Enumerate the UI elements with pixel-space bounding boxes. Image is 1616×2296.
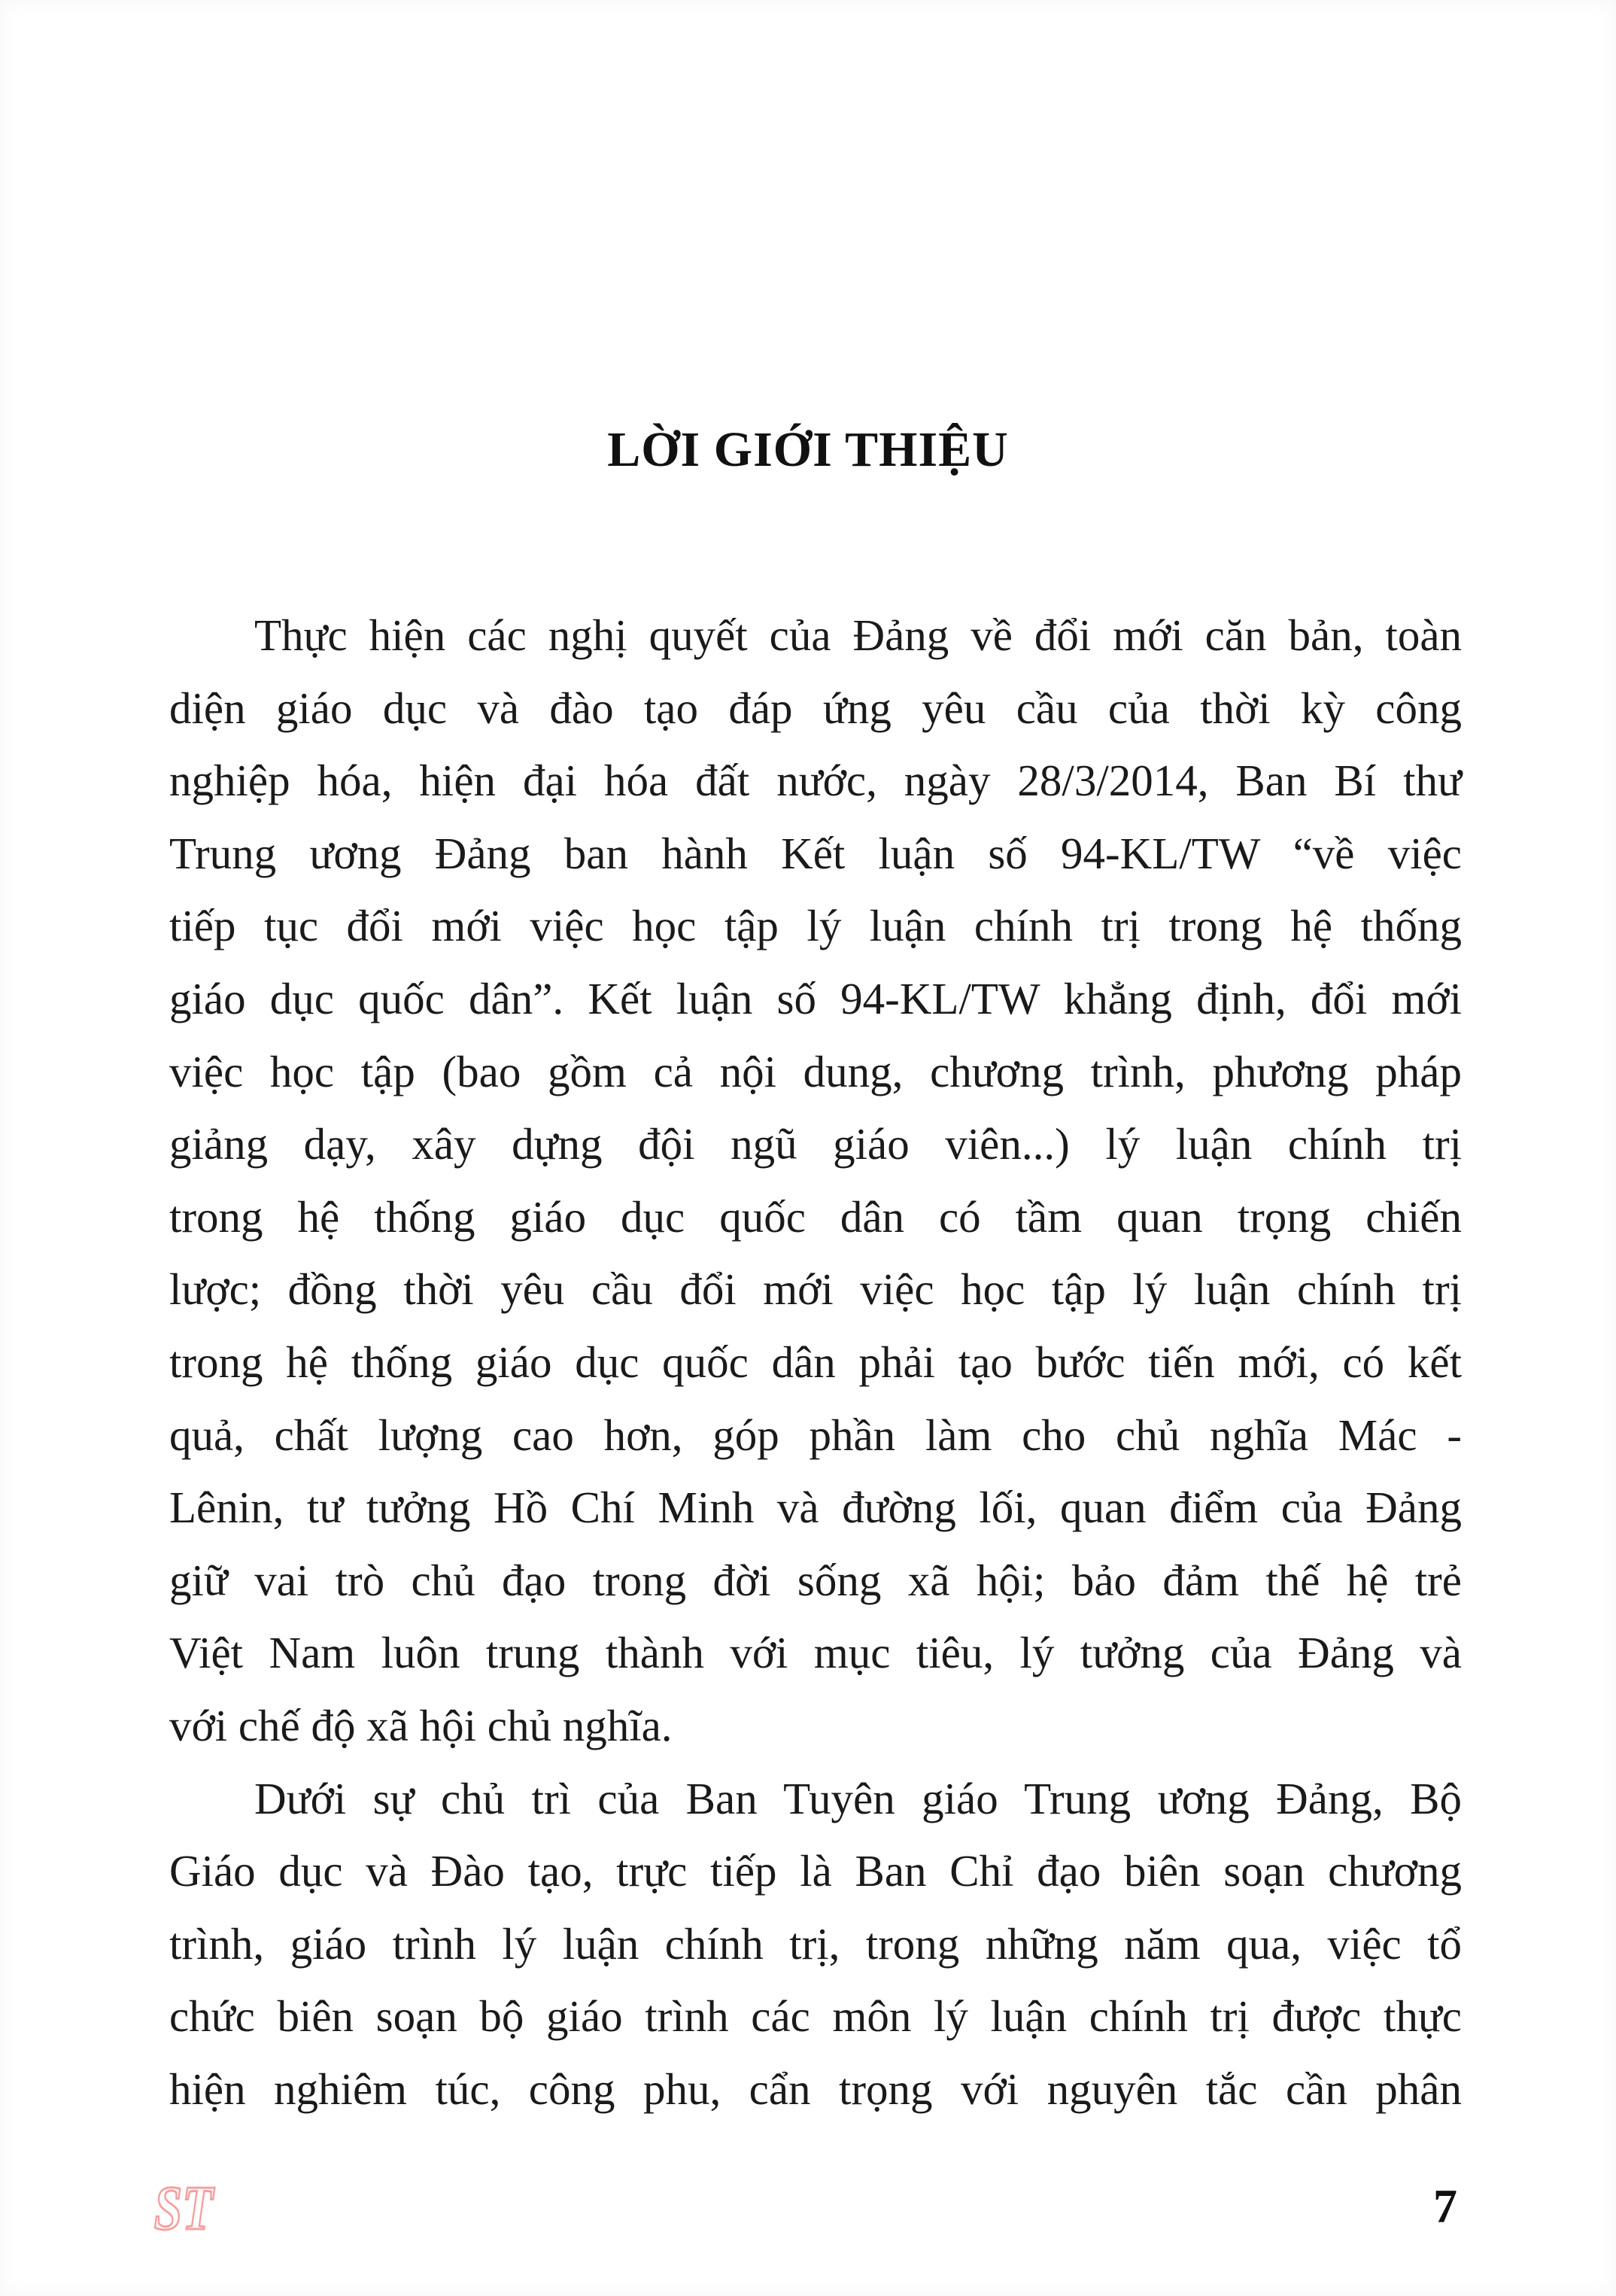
page-title: LỜI GIỚI THIỆU	[607, 422, 1009, 477]
paragraph-1	[169, 599, 1462, 1762]
svg-text:ST: ST	[153, 2173, 214, 2243]
text-line: nghiệp hóa, hiện đại hóa đất nước, ngày 28/3/2014, Ban Bí thư	[169, 756, 1462, 806]
page-number: 7	[1433, 2179, 1457, 2233]
text-line: Giáo dục và Đào tạo, trực tiếp là Ban Chỉ đạo biên soạn chương	[169, 1846, 1462, 1896]
text-line: Lênin, tư tưởng Hồ Chí Minh và đường lối, quan điểm của Đảng	[169, 1483, 1462, 1533]
text-line: Dưới sự chủ trì của Ban Tuyên giáo Trung ương Đảng, Bộ	[254, 1773, 1462, 1823]
text-line: lược; đồng thời yêu cầu đổi mới việc học tập lý luận chính trị	[169, 1264, 1462, 1315]
text-line: Thực hiện các nghị quyết của Đảng về đổi mới căn bản, toàn	[254, 610, 1462, 660]
text-line: quả, chất lượng cao hơn, góp phần làm cho chủ nghĩa Mác -	[169, 1410, 1462, 1460]
paragraph-2	[169, 1762, 1462, 2126]
text-line: tiếp tục đổi mới việc học tập lý luận chính trị trong hệ thống	[169, 901, 1462, 951]
body-text	[169, 599, 1462, 2125]
text-line: giữ vai trò chủ đạo trong đời sống xã hội; bảo đảm thế hệ trẻ	[169, 1555, 1462, 1605]
publisher-logo-icon	[150, 2167, 218, 2243]
text-line: hiện nghiêm túc, công phu, cẩn trọng với nguyên tắc cần phân	[169, 2063, 1462, 2114]
text-line: giảng dạy, xây dựng đội ngũ giáo viên...) lý luận chính trị	[169, 1119, 1462, 1169]
text-line: trong hệ thống giáo dục quốc dân có tầm quan trọng chiến	[169, 1191, 1462, 1242]
text-line: diện giáo dục và đào tạo đáp ứng yêu cầu của thời kỳ công	[169, 683, 1462, 733]
text-line: việc học tập (bao gồm cả nội dung, chương trình, phương pháp	[169, 1046, 1462, 1096]
text-line: giáo dục quốc dân”. Kết luận số 94-KL/TW khẳng định, đổi mới	[169, 973, 1462, 1023]
text-line: với chế độ xã hội chủ nghĩa.	[169, 1700, 673, 1750]
text-line: Trung ương Đảng ban hành Kết luận số 94-KL/TW “về việc	[169, 828, 1462, 878]
text-line: trong hệ thống giáo dục quốc dân phải tạo bước tiến mới, có kết	[169, 1337, 1462, 1387]
text-line: trình, giáo trình lý luận chính trị, trong những năm qua, việc tổ	[169, 1918, 1462, 1969]
text-line: Việt Nam luôn trung thành với mục tiêu, lý tưởng của Đảng và	[169, 1628, 1462, 1678]
text-line: chức biên soạn bộ giáo trình các môn lý luận chính trị được thực	[169, 1991, 1462, 2042]
